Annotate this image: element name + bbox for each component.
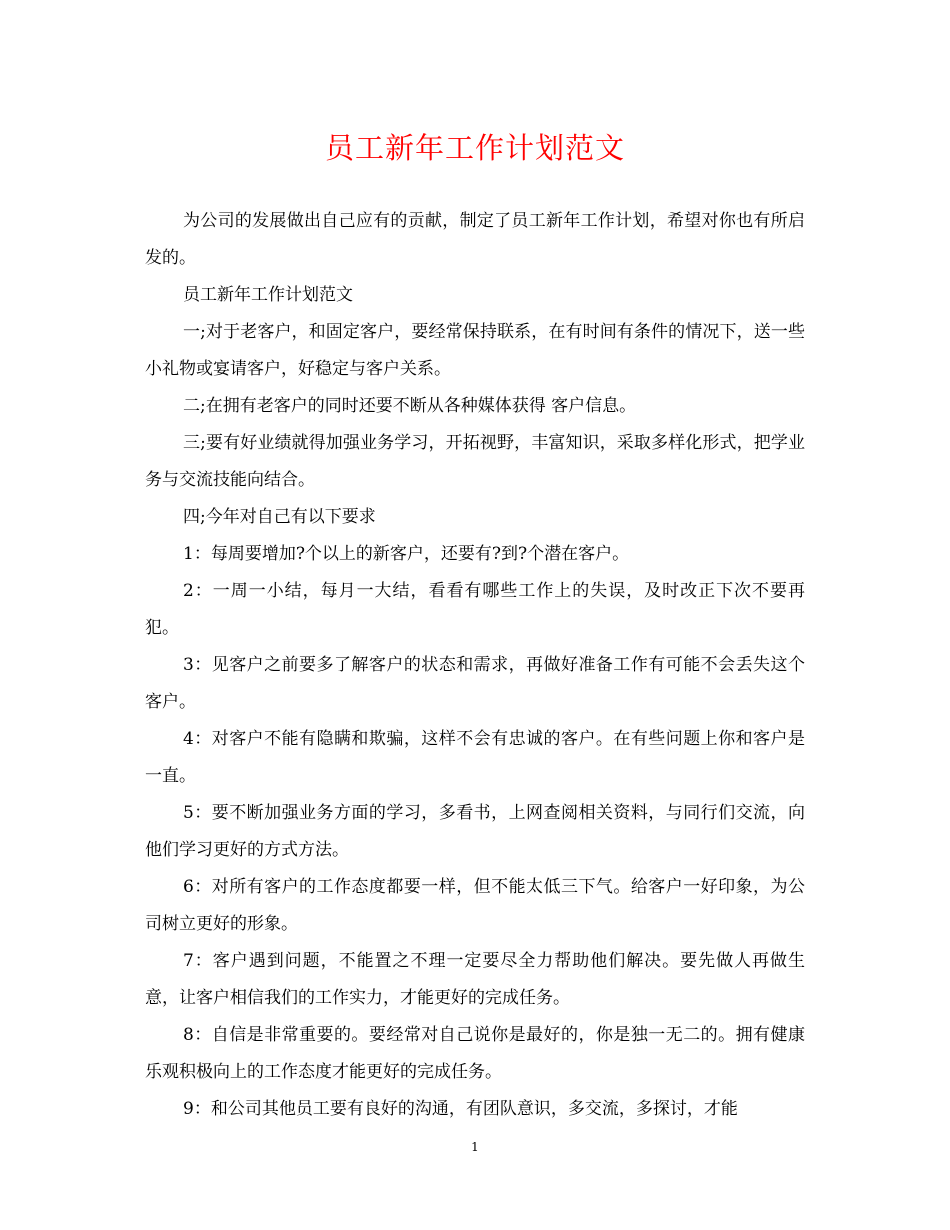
document-body bbox=[145, 203, 805, 1128]
requirement-2: 2：一周一小结，每月一大结，看看有哪些工作上的失误，及时改正下次不要再犯。 bbox=[145, 581, 805, 638]
requirement-8: 8：自信是非常重要的。要经常对自己说你是最好的，你是独一无二的。拥有健康乐观积极向上的工作态度才能更好的完成任务。 bbox=[145, 1025, 805, 1082]
requirement-4: 4：对客户不能有隐瞒和欺骗，这样不会有忠诚的客户。在有些问题上你和客户是一直。 bbox=[145, 729, 805, 786]
paragraph-item-1: 一;对于老客户，和固定客户，要经常保持联系，在有时间有条件的情况下，送一些小礼物或宴请客户，好稳定与客户关系。 bbox=[145, 322, 805, 379]
requirement-6: 6：对所有客户的工作态度都要一样，但不能太低三下气。给客户一好印象，为公司树立更好的形象。 bbox=[145, 877, 805, 934]
requirement-9: 9：和公司其他员工要有良好的沟通，有团队意识，多交流，多探讨，才能 bbox=[183, 1099, 738, 1119]
requirement-7: 7：客户遇到问题，不能置之不理一定要尽全力帮助他们解决。要先做人再做生意，让客户相信我们的工作实力，才能更好的完成任务。 bbox=[145, 951, 805, 1008]
requirement-3: 3：见客户之前要多了解客户的状态和需求，再做好准备工作有可能不会丢失这个客户。 bbox=[145, 655, 805, 712]
document-title: 员工新年工作计划范文 bbox=[324, 131, 625, 165]
paragraph-intro: 为公司的发展做出自己应有的贡献，制定了员工新年工作计划，希望对你也有所启发的。 bbox=[145, 211, 805, 268]
paragraph-item-3: 三;要有好业绩就得加强业务学习，开拓视野，丰富知识，采取多样化形式，把学业务与交流技能向结合。 bbox=[145, 433, 805, 490]
page-number: 1 bbox=[471, 1140, 479, 1154]
requirement-5: 5：要不断加强业务方面的学习，多看书，上网查阅相关资料，与同行们交流，向他们学习更好的方式方法。 bbox=[145, 803, 805, 860]
paragraph-subtitle: 员工新年工作计划范文 bbox=[183, 285, 353, 305]
requirement-1: 1：每周要增加?个以上的新客户，还要有?到?个潜在客户。 bbox=[183, 544, 630, 564]
paragraph-item-4: 四;今年对自己有以下要求 bbox=[183, 507, 376, 527]
paragraph-item-2: 二;在拥有老客户的同时还要不断从各种媒体获得 客户信息。 bbox=[183, 396, 637, 416]
